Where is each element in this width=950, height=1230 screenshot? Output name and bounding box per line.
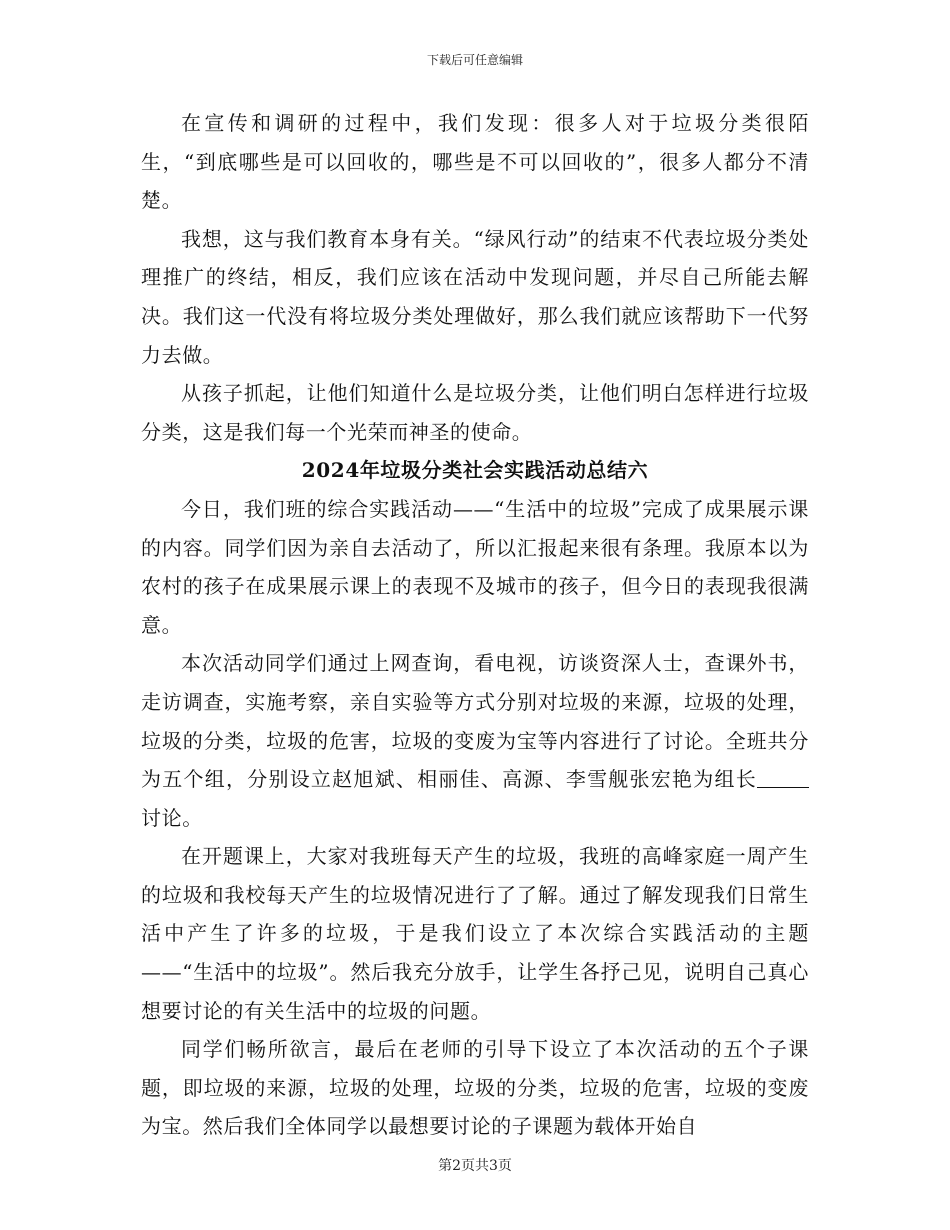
fill-in-blank [757, 767, 809, 788]
page-footer: 第2页共3页 [438, 1158, 512, 1174]
section-paragraph-3: 在开题课上，大家对我班每天产生的垃圾，我班的高峰家庭一周产生的垃圾和我校每天产生的垃圾情况进行了了解。通过了解发现我们日常生活中产生了许多的垃圾，于是我们设立了本次综合实践活动的主题——“生活中的垃圾”。然后我充分放手，让学生各抒己见，说明自己真心想要讨论的有关生活中的垃圾的问题。 [141, 844, 809, 1023]
page-header: 下载后可任意编辑 [426, 53, 523, 67]
section-paragraph-4: 同学们畅所欲言，最后在老师的引导下设立了本次活动的五个子课题，即垃圾的来源，垃圾的处理，垃圾的分类，垃圾的危害，垃圾的变废为宝。然后我们全体同学以最想要讨论的子课题为载体开始自 [141, 1037, 809, 1139]
paragraph-intro-1: 在宣传和调研的过程中，我们发现：很多人对于垃圾分类很陌生，“到底哪些是可以回收的，哪些是不可以回收的”，很多人都分不清楚。 [141, 111, 809, 213]
section-title: 2024年垃圾分类社会实践活动总结六 [301, 458, 649, 483]
section-paragraph-1: 今日，我们班的综合实践活动——“生活中的垃圾”完成了成果展示课的内容。同学们因为亲自去活动了，所以汇报起来很有条理。我原本以为农村的孩子在成果展示课上的表现不及城市的孩子，但今日的表现我很满意。 [141, 496, 809, 637]
section-paragraph-2 [141, 644, 809, 837]
section-paragraph-2-tail: 讨论。 [141, 805, 203, 830]
section-paragraph-2-text: 本次活动同学们通过上网查询，看电视，访谈资深人士，查课外书，走访调查，实施考察，亲自实验等方式分别对垃圾的来源，垃圾的处理，垃圾的分类，垃圾的危害，垃圾的变废为宝等内容进行了讨论。全班共分为五个组，分别设立赵旭斌、相丽佳、高源、李雪舰张宏艳为组长 [141, 651, 809, 792]
document-body [141, 104, 809, 1146]
paragraph-intro-3: 从孩子抓起，让他们知道什么是垃圾分类，让他们明白怎样进行垃圾分类，这是我们每一个光荣而神圣的使命。 [141, 381, 809, 444]
paragraph-intro-2: 我想，这与我们教育本身有关。“绿风行动”的结束不代表垃圾分类处理推广的终结，相反，我们应该在活动中发现问题，并尽自己所能去解决。我们这一代没有将垃圾分类处理做好，那么我们就应该帮助下一代努力去做。 [141, 226, 809, 367]
